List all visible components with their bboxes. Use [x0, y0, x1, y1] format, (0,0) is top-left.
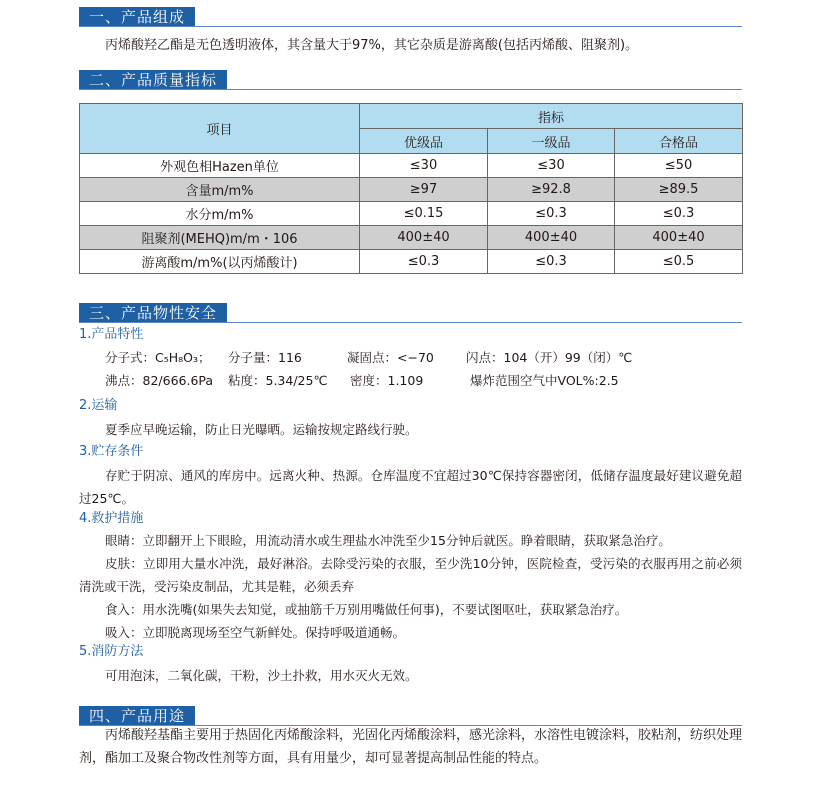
table-row: [80, 154, 743, 178]
section-2-title: 二、产品质量指标: [79, 70, 227, 90]
row-value: ≤0.5: [615, 250, 743, 274]
section-1-title: 一、产品组成: [79, 7, 195, 27]
section-2-divider: [79, 89, 742, 90]
row-item: 阻聚剂(MEHQ)m/m・106: [80, 226, 360, 250]
transport-text: 夏季应早晚运输，防止日光曝晒。运输按规定路线行驶。: [105, 422, 418, 437]
row-value: 400±40: [488, 226, 615, 250]
subsection-firefighting-title: 5.消防方法: [79, 644, 144, 659]
subsection-transport-title: 2.运输: [79, 398, 118, 413]
grade-header: 优级品: [360, 129, 488, 154]
row-value: 400±40: [615, 226, 743, 250]
property-freezing-point: 凝固点：<−70: [347, 350, 434, 365]
row-value: ≤0.3: [488, 250, 615, 274]
row-item: 外观色相Hazen单位: [80, 154, 360, 178]
table-row: [80, 178, 743, 202]
grade-header: 一级品: [488, 129, 615, 154]
property-flash-point: 闪点：104（开）99（闭）℃: [466, 350, 633, 365]
table-row: [80, 250, 743, 274]
table-row: [80, 226, 743, 250]
property-viscosity: 粘度：5.34/25℃: [228, 373, 328, 388]
property-boiling-point: 沸点：82/666.6Pa: [105, 373, 214, 388]
property-molecular-weight: 分子量：116: [228, 350, 302, 365]
row-value: ≤0.3: [615, 202, 743, 226]
row-value: ≤50: [615, 154, 743, 178]
row-item: 游离酸m/m%(以丙烯酸计): [80, 250, 360, 274]
row-value: ≥89.5: [615, 178, 743, 202]
property-density: 密度：1.109: [350, 373, 424, 388]
section-3-divider: [79, 322, 742, 323]
row-item: 含量m/m%: [80, 178, 360, 202]
section-1-divider: [79, 26, 742, 27]
row-value: ≤0.15: [360, 202, 488, 226]
table-header-row: [80, 104, 743, 129]
row-item: 水分m/m%: [80, 202, 360, 226]
row-value: ≤30: [488, 154, 615, 178]
table-row: [80, 202, 743, 226]
subsection-first-aid-title: 4.救护措施: [79, 511, 144, 526]
index-header: 指标: [360, 104, 743, 129]
quality-spec-table: [79, 103, 743, 274]
property-explosion-range: 爆炸范围空气中VOL%:2.5: [470, 373, 619, 388]
property-formula: 分子式：C₅H₈O₃；: [105, 350, 211, 365]
row-value: ≥92.8: [488, 178, 615, 202]
first-aid-eyes: 眼睛：立即翻开上下眼睑，用流动清水或生理盐水冲洗至少15分钟后就医。睁着眼睛，获取紧急治疗。: [105, 533, 671, 548]
item-header: 项目: [80, 104, 360, 154]
subsection-storage-title: 3.贮存条件: [79, 444, 144, 459]
section-3-title: 三、产品物性安全: [79, 303, 227, 323]
row-value: ≥97: [360, 178, 488, 202]
firefighting-text: 可用泡沫，二氧化碳，干粉，沙土扑救，用水灭火无效。: [105, 668, 418, 683]
storage-text: 存贮于阴凉、通风的库房中。远离火种、热源。仓库温度不宜超过30℃保持容器密闭，低储存温度最好建议避免超过25℃。: [79, 468, 742, 506]
first-aid-inhalation: 吸入：立即脱离现场至空气新鲜处。保持呼吸道通畅。: [105, 625, 406, 640]
section-4-text: 丙烯酸羟基酯主要用于热固化丙烯酸涂料，光固化丙烯酸涂料，感光涂料，水溶性电镀涂料，胶粘剂，纺织处理剂，酯加工及聚合物改性剂等方面，具有用量少，却可显著提高制品性能的特点。: [79, 728, 743, 766]
row-value: ≤0.3: [488, 202, 615, 226]
section-1-text: 丙烯酸羟乙酯是无色透明液体，其含量大于97%，其它杂质是游离酸(包括丙烯酸、阻聚剂)。: [105, 38, 639, 53]
section-4-title: 四、产品用途: [79, 706, 195, 726]
first-aid-skin: 皮肤：立即用大量水冲洗，最好淋浴。去除受污染的衣服，至少洗10分钟，医院检查，受污染的衣服再用之前必须清洗或干洗，受污染皮制品，尤其是鞋，必须丢弃: [79, 556, 742, 594]
first-aid-ingestion: 食入：用水洗嘴(如果失去知觉，或抽筋千万别用嘴做任何事)，不要试图呕吐，获取紧急治疗。: [105, 602, 628, 617]
subsection-properties-title: 1.产品特性: [79, 327, 144, 342]
grade-header: 合格品: [615, 129, 743, 154]
row-value: ≤0.3: [360, 250, 488, 274]
row-value: ≤30: [360, 154, 488, 178]
row-value: 400±40: [360, 226, 488, 250]
